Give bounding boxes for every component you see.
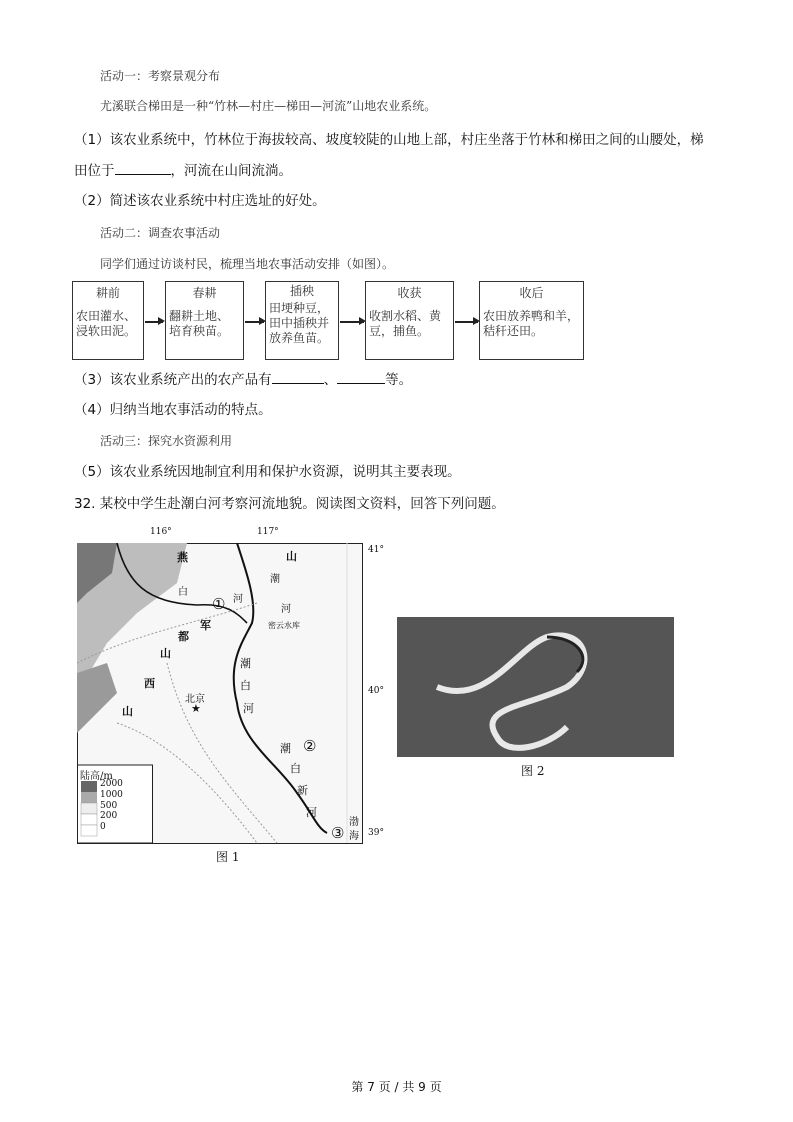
answer-blank[interactable] <box>337 370 385 384</box>
place-label: 山 <box>160 647 171 660</box>
place-label: 潮 <box>240 657 251 670</box>
page-footer: 第 7 页 / 共 9 页 <box>351 1080 442 1094</box>
activity2-intro: 同学们通过访谈村民，梳理当地农事活动安排（如图）。 <box>100 257 395 271</box>
arrow-icon <box>145 321 163 323</box>
legend-value: 2000 <box>100 779 123 789</box>
arrow-icon <box>340 321 364 323</box>
legend-values <box>100 779 123 833</box>
reservoir-label: 密云水库 <box>268 621 300 630</box>
legend-value: 0 <box>100 822 106 833</box>
arrow-icon <box>245 321 264 323</box>
capital-star-icon: ★ <box>191 702 201 715</box>
place-label: 新 <box>297 784 308 797</box>
legend-value: 200 <box>100 811 118 822</box>
step-text: 农田灌水、浸软田泥。 <box>76 309 137 338</box>
question-32: 32. 某校中学生赴潮白河考察河流地貌。阅读图文资料，回答下列问题。 <box>74 496 505 512</box>
place-label: 潮 <box>270 574 280 585</box>
activity2-title: 活动二：调查农事活动 <box>100 226 221 240</box>
step-box <box>165 281 244 360</box>
step-title: 耕前 <box>95 286 120 300</box>
step-box <box>479 281 584 360</box>
question-5: （5）该农业系统因地制宜利用和保护水资源，说明其主要表现。 <box>74 464 461 480</box>
legend-swatch <box>81 781 97 792</box>
step-text: 农田放养鸭和羊，秸秆还田。 <box>483 309 580 338</box>
step-title: 春耕 <box>192 286 217 300</box>
activity1-intro: 尤溪联合梯田是一种“竹林—村庄—梯田—河流”山地农业系统。 <box>100 99 437 113</box>
marker-3: ③ <box>331 824 345 842</box>
figure-1-caption: 图 1 <box>216 850 240 864</box>
legend-swatch <box>81 792 97 803</box>
legend-value: 500 <box>100 800 118 811</box>
q1-text-b: ，河流在山间流淌。 <box>170 163 292 179</box>
place-label: 山 <box>122 705 133 718</box>
legend-swatch <box>81 814 97 825</box>
place-label: 潮 <box>280 742 291 755</box>
legend-swatch <box>81 803 97 814</box>
arrow-icon <box>455 321 478 323</box>
lat-label: 40° <box>368 686 384 696</box>
place-label: 白 <box>290 762 301 775</box>
place-label: 西 <box>144 677 155 690</box>
place-label: 河 <box>233 594 243 605</box>
place-label: 白 <box>240 679 251 692</box>
question-2: （2）简述该农业系统中村庄选址的好处。 <box>74 193 326 209</box>
step-text: 收割水稻、黄豆，捕鱼。 <box>369 309 442 338</box>
activity1-title: 活动一：考察景观分布 <box>100 69 221 83</box>
step-box <box>72 281 144 360</box>
place-label: 山 <box>286 550 297 563</box>
step-text: 翻耕土地、培育秧苗。 <box>169 309 230 338</box>
step-title: 收获 <box>397 286 422 300</box>
activity3-title: 活动三：探究水资源利用 <box>100 434 233 448</box>
step-box <box>365 281 454 360</box>
place-label: 都 <box>178 630 189 643</box>
place-label: 河 <box>281 604 291 615</box>
step-box <box>265 281 339 360</box>
step-title: 插秧 <box>289 284 314 298</box>
question-4: （4）归纳当地农事活动的特点。 <box>74 402 272 418</box>
marker-1: ① <box>212 595 226 613</box>
marker-2: ② <box>303 737 317 755</box>
lat-label: 39° <box>368 828 384 838</box>
figure-2-caption: 图 2 <box>521 764 545 778</box>
city-label: 北京 <box>185 694 205 705</box>
answer-blank[interactable] <box>115 161 171 175</box>
q3-sep: 、 <box>323 372 338 388</box>
step-text: 田埂种豆，田中插秧并放养鱼苗。 <box>269 301 330 345</box>
legend-value: 1000 <box>100 789 123 800</box>
lat-label: 41° <box>368 545 384 555</box>
step-title: 收后 <box>519 286 544 300</box>
question-3 <box>74 370 412 389</box>
place-label: 燕 <box>177 551 188 564</box>
river-meander-photo <box>397 617 674 757</box>
question-1-line2 <box>74 161 292 180</box>
place-label: 河 <box>243 702 254 715</box>
question-1-line1: （1）该农业系统中，竹林位于海拔较高、坡度较陡的山地上部，村庄坐落于竹林和梯田之间的山腰处，梯 <box>74 132 704 148</box>
place-label: 白 <box>178 587 188 598</box>
q3-text-b: 等。 <box>385 372 413 388</box>
q3-text-a: （3）该农业系统产出的农产品有 <box>74 372 272 388</box>
legend-title: 陆高/m <box>80 771 113 782</box>
lon-label: 117° <box>257 527 279 537</box>
lon-label: 116° <box>150 527 172 537</box>
place-label: 河 <box>306 806 317 819</box>
answer-blank[interactable] <box>272 370 324 384</box>
legend-swatch <box>81 825 97 836</box>
place-label: 海 <box>349 831 359 842</box>
place-label: 军 <box>200 619 211 632</box>
place-label: 渤 <box>349 817 359 828</box>
q1-text-a: 田位于 <box>74 163 115 179</box>
